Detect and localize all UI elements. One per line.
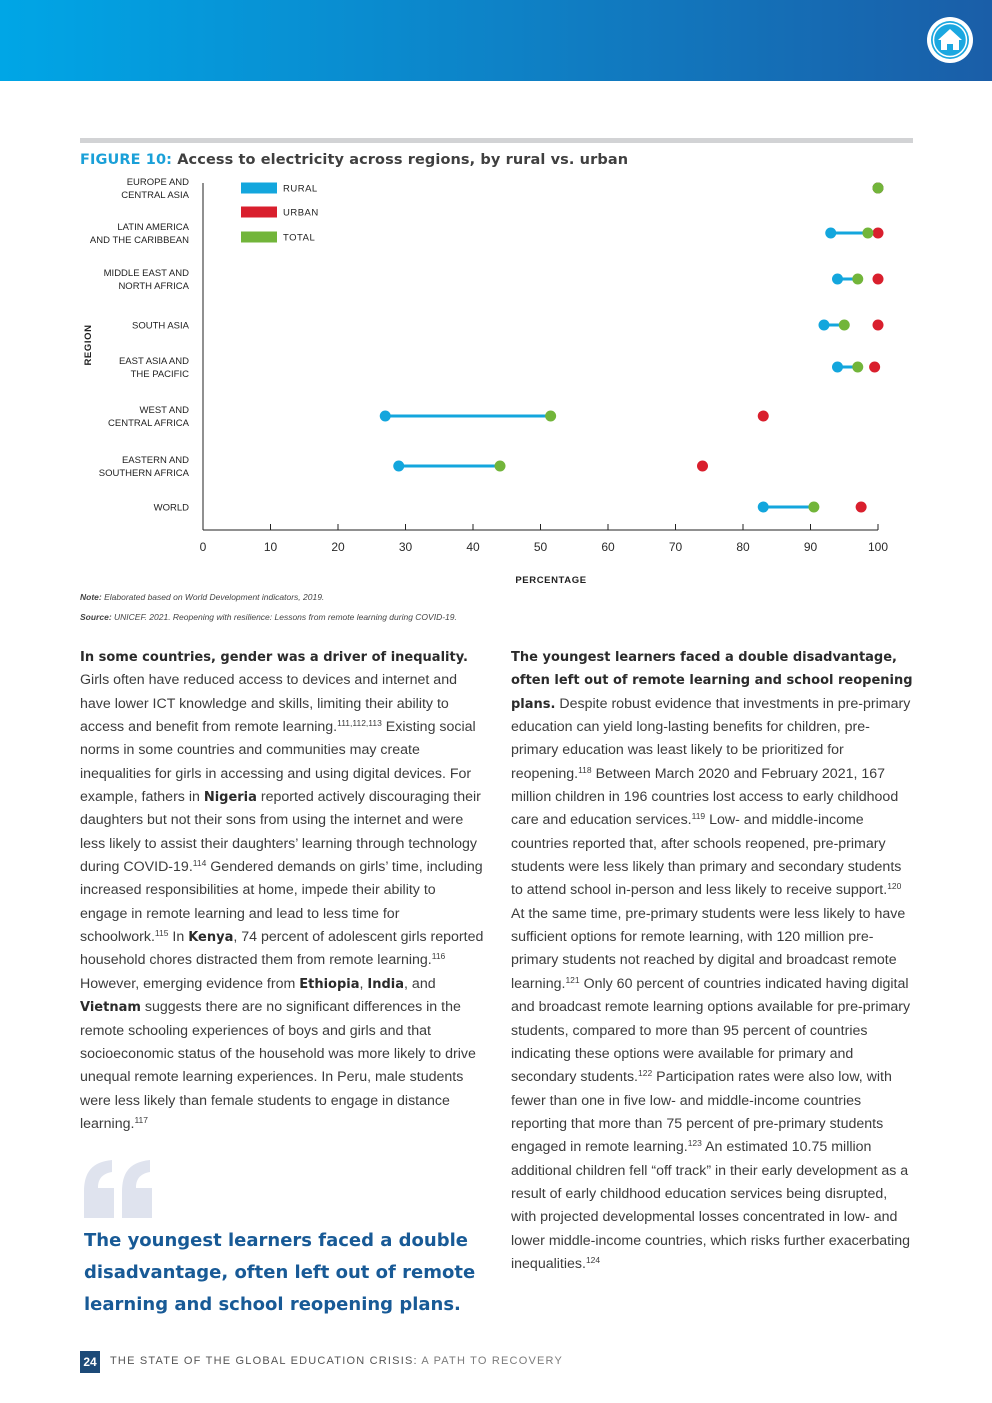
x-tick-label: 30 [398,540,413,554]
region-label: THE PACIFIC [130,369,189,380]
country-india: India [367,976,405,992]
rural-point [393,461,404,472]
body-text: suggests there are no significant differences in the remote schooling experiences of boys and girls and that socioeconomic status of the household was more likely to drive unequal remote learning experiences. In Peru, male students were less likely than female students to engage in distance learning. [80,999,476,1132]
figure-label: FIGURE 10: [80,152,173,168]
figure-source [80,612,457,622]
footnote-ref[interactable]: 120 [887,881,902,892]
rural-point [380,411,391,422]
country-vietnam: Vietnam [80,1000,141,1016]
total-point [808,502,819,513]
x-tick-label: 20 [331,540,345,554]
region-label: EUROPE AND [126,177,189,188]
total-point [545,411,556,422]
x-tick-label: 10 [263,540,278,554]
body-text: In [168,929,189,946]
legend-label-urban: URBAN [283,207,319,219]
body-text: Existing social norms in some countries and communities may create inequalities for girls in accessing and using digital devices. For example, fathers in [80,719,476,806]
legend-label-rural: RURAL [283,183,318,195]
footnote-ref[interactable]: 116 [431,951,446,962]
footnote-ref[interactable]: 115 [154,928,169,939]
page-number: 24 [80,1351,100,1373]
pull-quote: The youngest learners faced a double disadvantage, often left out of remote learning and school reopening plans. [84,1230,476,1315]
body-text: Only 60 percent of countries indicated having digital and broadcast remote learning options available for pre-primary students, compared to more than 95 percent of countries indicating these options were available for primary and secondary students. [511,975,911,1086]
region-label: WEST AND [139,405,189,416]
body-text: , [359,975,368,992]
document-title-rest: A PATH TO RECOVERY [417,1355,564,1367]
figure-note [80,592,324,602]
legend-swatch-total [241,232,277,243]
rural-point [819,320,830,331]
body-text: Despite robust evidence that investments in pre-primary education can yield long-lasting benefits for children, pre-primary education was least likely to be prioritized for reopening. [511,695,911,782]
rural-point [825,228,836,239]
source-text: UNICEF. 2021. Reopening with resilience: Lessons from remote learning during COVID-19. [111,612,457,622]
country-kenya: Kenya [188,930,234,946]
total-point [839,320,850,331]
right-paragraph [511,646,916,1276]
urban-point [873,320,884,331]
body-text: Low- and middle-income countries reported that, after schools reopened, pre-primary students were less likely than primary and secondary students to attend school in-person and less likely to receive support. [511,812,902,899]
body-text: An estimated 10.75 million additional children fell “off track” in their early development as a result of early childhood education services being disrupted, with projected developmental losses concentrated in low- and lower middle-income countries, which risks further exacerbating inequalities. [511,1139,910,1272]
x-tick-label: 60 [601,540,615,554]
body-text: At the same time, pre-primary students were less likely to have sufficient options for remote learning, with 120 million pre-primary students not reached by digital and broadcast remote learning. [511,905,906,992]
urban-point [856,502,867,513]
rural-point [832,362,843,373]
body-text: , and [404,975,436,992]
total-point [495,461,506,472]
region-label: WORLD [153,502,189,514]
dumbbell-chart [0,0,992,600]
body-text: Gendered demands on girls’ time, including increased responsibilities at home, impede their ability to engage in remote learning and lead to less time for schoolwork. [80,859,483,946]
document-title [110,1355,563,1367]
quote-mark-icon [82,1158,156,1220]
x-tick-label: 100 [867,540,889,554]
footnote-ref[interactable]: 111,112,113 [337,718,382,729]
footnote-ref[interactable]: 119 [691,811,706,822]
region-label: EAST ASIA AND [118,356,189,367]
body-text: reported actively discouraging their daughters but not their sons from using the internet and were less likely to assist their daughters’ learning through technology during COVID-19. [80,789,481,876]
region-label: CENTRAL AFRICA [108,418,189,429]
footnote-ref[interactable]: 122 [637,1068,653,1079]
region-label: AND THE CARIBBEAN [89,235,189,246]
legend-label-total: TOTAL [283,232,316,244]
legend-swatch-rural [241,183,277,194]
legend-swatch-urban [241,207,277,218]
total-point [852,274,863,285]
body-text: , 74 percent of adolescent girls reported household chores distracted them from remote learning. [80,929,484,969]
urban-point [873,228,884,239]
body-text: Between March 2020 and February 2021, 167 million children in 196 countries lost access to early childhood care and education services. [511,765,899,829]
rural-point [832,274,843,285]
urban-point [697,461,708,472]
footnote-ref[interactable]: 114 [192,858,207,869]
right-lead: The youngest learners faced a double disadvantage, often left out of remote learning and school reopening plans. [511,650,913,712]
left-lead: In some countries, gender was a driver of inequality. [80,650,468,665]
region-label: CENTRAL ASIA [121,190,189,201]
y-axis-title: REGION [83,324,94,366]
urban-point [869,362,880,373]
left-column [80,646,485,1136]
urban-point [873,274,884,285]
body-text: Girls often have reduced access to devices and internet and have lower ICT knowledge and skills, limiting their ability to access and benefit from remote learning. [80,672,457,736]
right-column [511,646,916,1276]
footnote-ref[interactable]: 118 [578,764,592,775]
rural-point [758,502,769,513]
x-tick-label: 80 [736,540,750,554]
body-text: However, emerging evidence from [80,975,300,992]
x-tick-label: 50 [533,540,548,554]
urban-point [758,411,769,422]
total-point [873,183,884,194]
region-label: EASTERN AND [121,455,189,466]
x-tick-label: 40 [466,540,480,554]
figure-title-text: Access to electricity across regions, by rural vs. urban [177,152,629,168]
region-label: NORTH AFRICA [118,281,189,292]
x-tick-label: 90 [803,540,818,554]
x-axis-title: PERCENTAGE [515,575,587,586]
footnote-ref[interactable]: 121 [565,974,580,985]
source-label: Source: [80,612,112,622]
region-label: SOUTHERN AFRICA [98,468,189,479]
x-tick-label: 0 [199,540,207,554]
note-label: Note: [80,592,102,602]
footnote-ref[interactable]: 123 [687,1138,702,1149]
total-point [862,228,873,239]
region-label: LATIN AMERICA [117,222,189,233]
total-point [852,362,863,373]
region-label: MIDDLE EAST AND [103,268,189,279]
country-nigeria: Nigeria [203,790,257,806]
note-text: Elaborated based on World Development indicators, 2019. [101,592,325,602]
document-title-strong: THE STATE OF THE GLOBAL EDUCATION CRISIS: [110,1355,418,1367]
left-paragraph [80,646,485,1136]
footnote-ref[interactable]: 124 [585,1254,601,1265]
body-text: Participation rates were also low, with fewer than one in five low- and middle-income countries reporting that more than 75 percent of pre-primary students engaged in remote learning. [511,1069,892,1156]
region-label: SOUTH ASIA [131,320,189,332]
footnote-ref[interactable]: 117 [134,1114,148,1125]
x-tick-label: 70 [668,540,683,554]
country-ethiopia: Ethiopia [299,976,360,992]
